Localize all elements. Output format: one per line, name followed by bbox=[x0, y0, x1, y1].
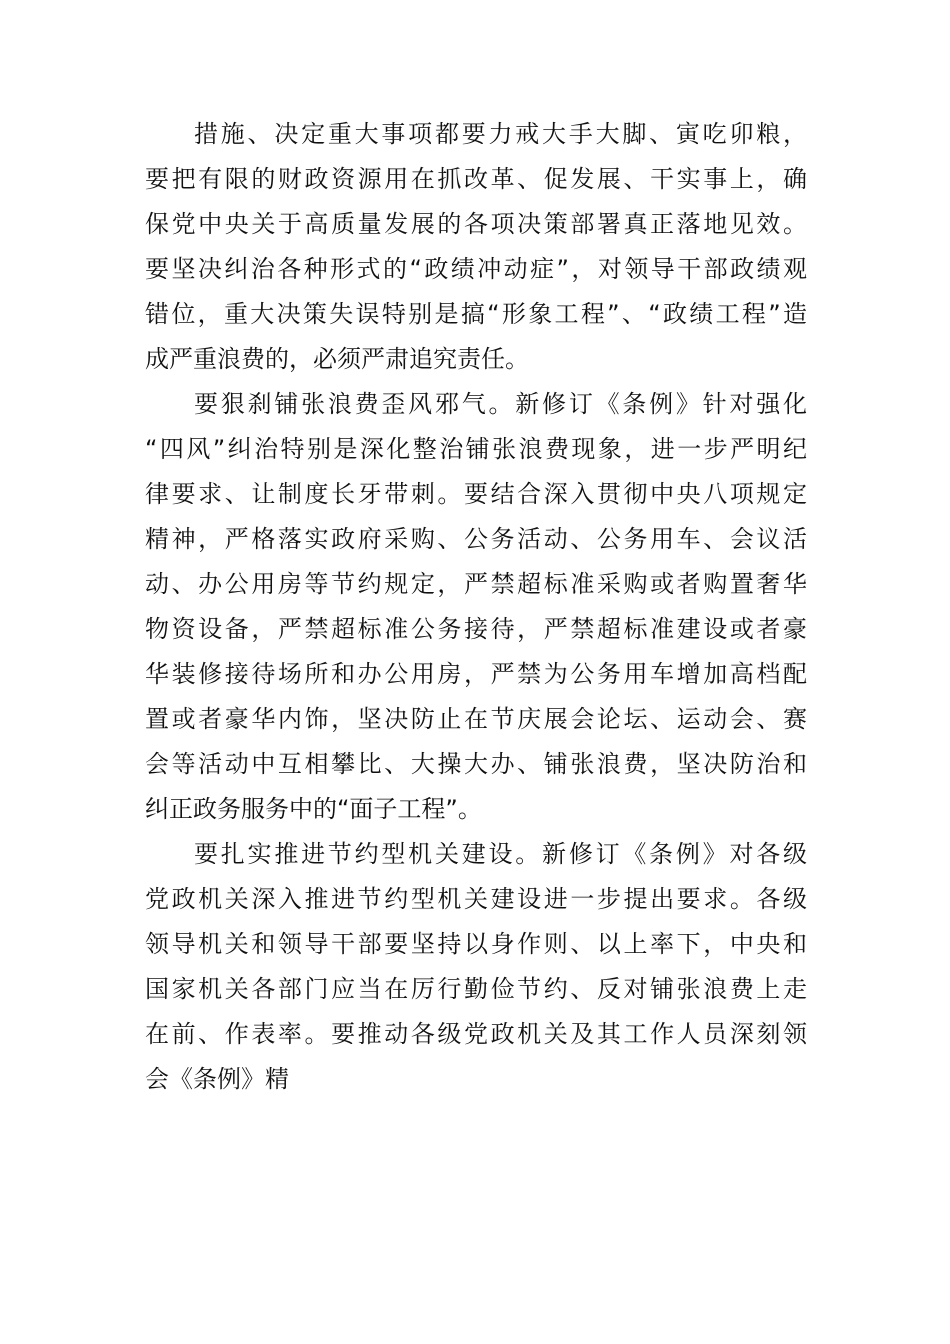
text-line: 会等活动中互相攀比、大操大办、铺张浪费，坚决防治和 bbox=[145, 750, 807, 778]
body-text bbox=[145, 112, 807, 1102]
text-line: 纠正政务服务中的“面子工程”。 bbox=[145, 795, 482, 823]
text-line: 党政机关深入推进节约型机关建设进一步提出要求。各级 bbox=[145, 885, 807, 913]
text-line: 要扎实推进节约型机关建设。新修订《条例》对各级 bbox=[194, 840, 807, 868]
text-line: 华装修接待场所和办公用房，严禁为公务用车增加高档配 bbox=[145, 660, 807, 688]
text-line: 措施、决定重大事项都要力戒大手大脚、寅吃卯粮， bbox=[194, 120, 807, 148]
text-line: 精神，严格落实政府采购、公务活动、公务用车、会议活 bbox=[145, 525, 807, 553]
text-line: 要狠刹铺张浪费歪风邪气。新修订《条例》针对强化 bbox=[194, 390, 807, 418]
text-line: 国家机关各部门应当在厉行勤俭节约、反对铺张浪费上走 bbox=[145, 975, 807, 1003]
text-line: 要把有限的财政资源用在抓改革、促发展、干实事上，确 bbox=[145, 165, 807, 193]
text-line: “四风”纠治特别是深化整治铺张浪费现象，进一步严明纪 bbox=[145, 435, 807, 463]
text-line: 律要求、让制度长牙带刺。要结合深入贯彻中央八项规定 bbox=[145, 480, 807, 508]
text-line: 物资设备，严禁超标准公务接待，严禁超标准建设或者豪 bbox=[145, 615, 807, 643]
text-line: 动、办公用房等节约规定，严禁超标准采购或者购置奢华 bbox=[145, 570, 807, 598]
text-line: 领导机关和领导干部要坚持以身作则、以上率下，中央和 bbox=[145, 930, 807, 958]
text-line: 在前、作表率。要推动各级党政机关及其工作人员深刻领 bbox=[145, 1020, 807, 1048]
text-line: 错位，重大决策失误特别是搞“形象工程”、“政绩工程”造 bbox=[145, 300, 807, 328]
text-line: 保党中央关于高质量发展的各项决策部署真正落地见效。 bbox=[145, 210, 807, 238]
text-line: 置或者豪华内饰，坚决防止在节庆展会论坛、运动会、赛 bbox=[145, 705, 807, 733]
text-line: 会《条例》精 bbox=[145, 1065, 289, 1093]
text-line: 成严重浪费的，必须严肃追究责任。 bbox=[145, 345, 529, 373]
text-line: 要坚决纠治各种形式的“政绩冲动症”，对领导干部政绩观 bbox=[145, 255, 807, 283]
